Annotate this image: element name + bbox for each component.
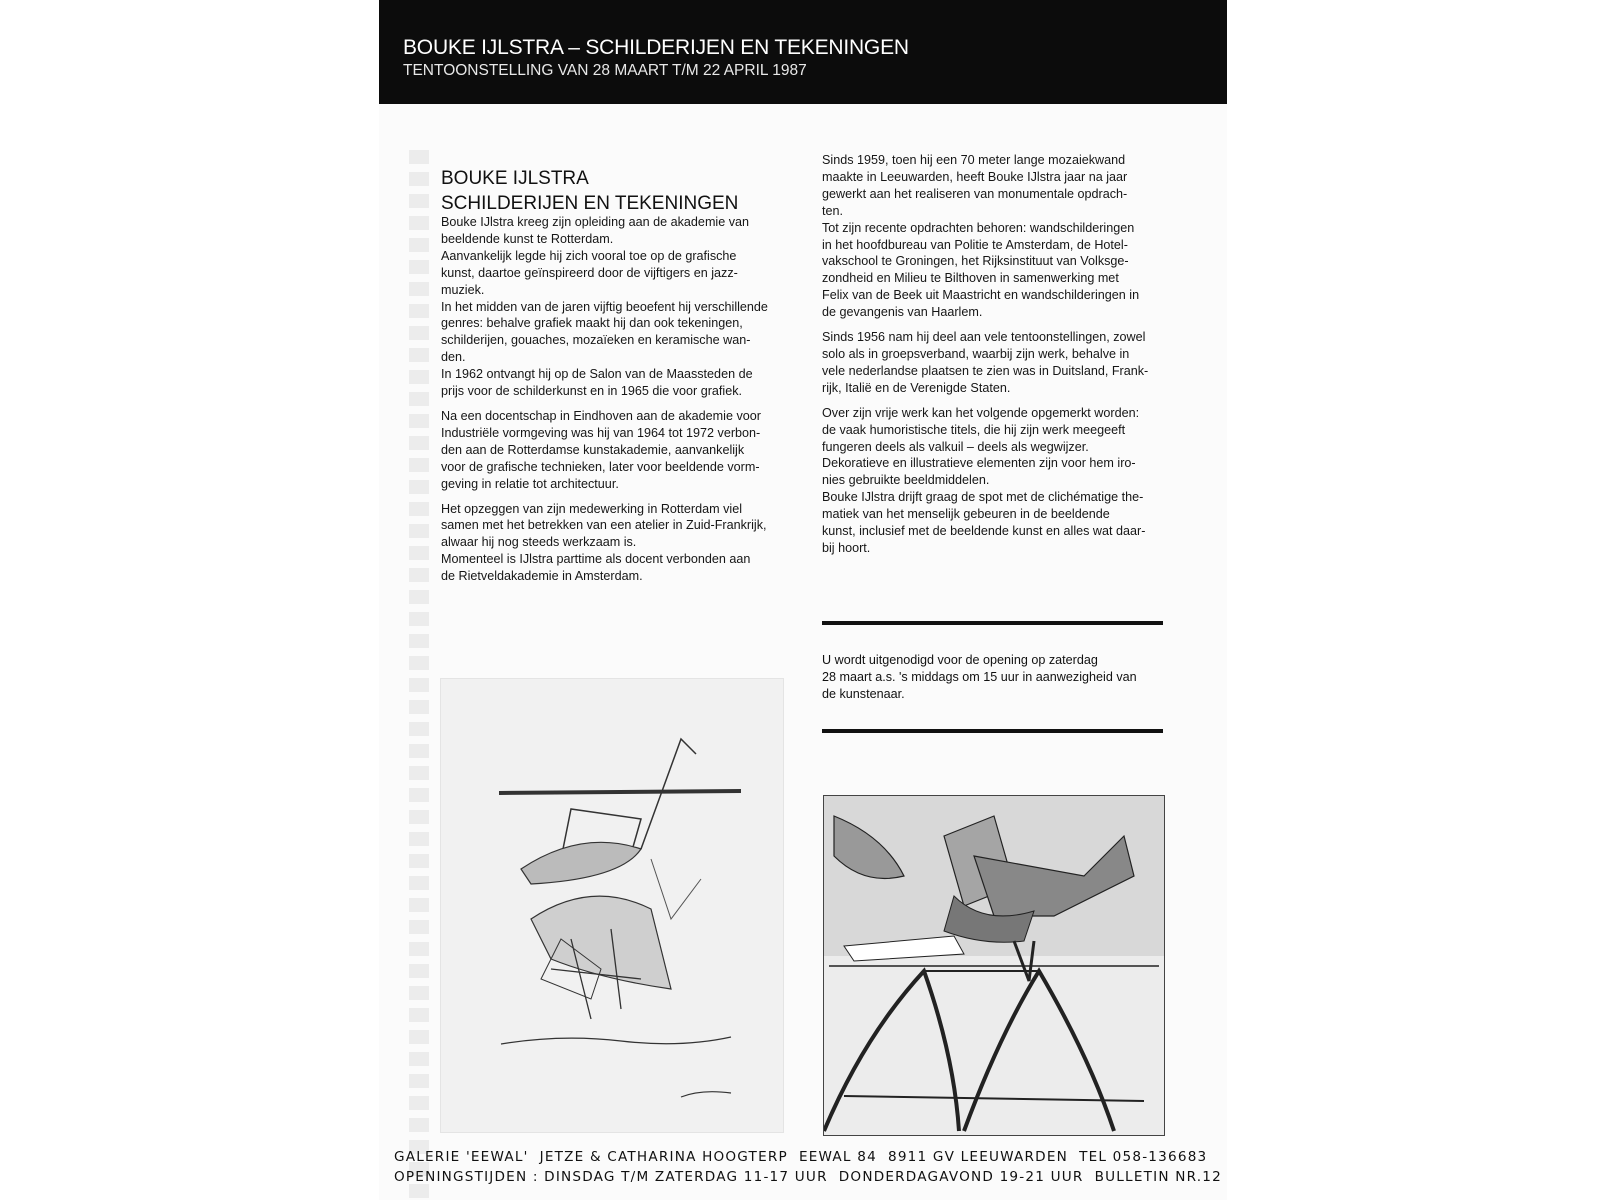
footer-line-hours bbox=[394, 1169, 1222, 1185]
text-line: Sinds 1959, toen hij een 70 meter lange mozaiekwand bbox=[822, 153, 1126, 167]
text-line: Bouke IJlstra kreeg zijn opleiding aan de akademie van bbox=[441, 215, 750, 229]
text-line: matiek van het menselijk gebeuren in de beeldende bbox=[822, 507, 1110, 522]
footer-line-contact bbox=[394, 1149, 1214, 1165]
divider-rule-top bbox=[822, 621, 1163, 625]
text-line: prijs voor de schilderkunst en in 1965 die voor grafiek. bbox=[441, 384, 743, 399]
text-line: 28 maart a.s. 's middags om 15 uur in aanwezigheid van bbox=[822, 669, 1137, 684]
text-line: solo als in groepsverband, waarbij zijn werk, behalve in bbox=[822, 346, 1130, 361]
text-line: kunst, inclusief met de beeldende kunst en alles wat daar- bbox=[822, 524, 1146, 539]
text-line: vakschool te Groningen, het Rijksinstituut van Volksge- bbox=[822, 254, 1129, 269]
text-line: schilderijen, gouaches, mozaïeken en keramische wan- bbox=[441, 333, 751, 348]
text-line: rijk, Italië en de Verenigde Staten. bbox=[822, 380, 1011, 395]
text-line: beeldende kunst te Rotterdam. bbox=[441, 231, 614, 246]
text-line: vele nederlandse plaatsen te zien was in Duitsland, Frank- bbox=[822, 363, 1149, 378]
left-column bbox=[441, 214, 789, 593]
text-line: Momenteel is IJlstra parttime als docent verbonden aan bbox=[441, 552, 751, 567]
text-line: zondheid en Milieu te Bilthoven in samenwerking met bbox=[822, 271, 1119, 286]
text-line: Sinds 1956 nam hij deel aan vele tentoonstellingen, zowel bbox=[822, 330, 1146, 345]
bulletin-sheet bbox=[379, 0, 1227, 1200]
sketch-icon bbox=[441, 679, 783, 1132]
text-line: de Rietveldakademie in Amsterdam. bbox=[441, 569, 643, 584]
text-line: Bouke IJlstra drijft graag de spot met de clichématige the- bbox=[822, 490, 1144, 505]
gallery-owners: JETZE & CATHARINA HOOGTERP bbox=[539, 1149, 788, 1165]
text-line: de gevangenis van Haarlem. bbox=[822, 305, 983, 320]
divider-rule-bottom bbox=[822, 729, 1163, 733]
text-line: Dekoratieve en illustratieve elementen zijn voor hem iro- bbox=[822, 456, 1136, 471]
text-line: gewerkt aan het realiseren van monumentale opdrach- bbox=[822, 186, 1128, 201]
gallery-street: EEWAL 84 bbox=[798, 1149, 877, 1165]
text-line: Na een docentschap in Eindhoven aan de akademie voor bbox=[441, 408, 761, 423]
drawing-artwork-right bbox=[823, 795, 1165, 1136]
text-line: Felix van de Beek uit Maastricht en wandschilderingen in bbox=[822, 288, 1140, 303]
text-line: alwaar hij nog steeds werkzaam is. bbox=[441, 535, 637, 550]
text-line: Aanvankelijk legde hij zich vooral toe op de grafische bbox=[441, 248, 737, 263]
paragraph bbox=[441, 214, 789, 400]
heading-line: SCHILDERIJEN EN TEKENINGEN bbox=[441, 192, 739, 214]
text-line: de kunstenaar. bbox=[822, 686, 905, 701]
paragraph bbox=[822, 152, 1170, 321]
ghost-watermark bbox=[409, 150, 429, 1200]
article-heading bbox=[441, 166, 738, 216]
text-line: muziek. bbox=[441, 282, 485, 297]
text-line: Het opzeggen van zijn medewerking in Rotterdam viel bbox=[441, 501, 743, 516]
invitation-text bbox=[822, 652, 1167, 703]
right-column bbox=[822, 152, 1170, 565]
text-line: de vaak humoristische titels, die hij zijn werk meegeeft bbox=[822, 422, 1126, 437]
header-banner bbox=[379, 0, 1227, 104]
text-line: in het hoofdbureau van Politie te Amsterdam, de Hotel- bbox=[822, 237, 1128, 252]
thursday-evening-hours: DONDERDAGAVOND 19-21 UUR bbox=[838, 1169, 1084, 1185]
gallery-phone: TEL 058-136683 bbox=[1079, 1149, 1208, 1165]
heading-line: BOUKE IJLSTRA bbox=[441, 167, 589, 189]
banner-subtitle: TENTOONSTELLING VAN 28 MAART T/M 22 APRIL 1987 bbox=[403, 62, 807, 79]
opening-hours: OPENINGSTIJDEN : DINSDAG T/M ZATERDAG 11-17 UUR bbox=[394, 1169, 828, 1185]
text-line: Industriële vormgeving was hij van 1964 tot 1972 verbon- bbox=[441, 425, 761, 440]
text-line: geving in relatie tot architectuur. bbox=[441, 476, 619, 491]
text-line: Tot zijn recente opdrachten behoren: wandschilderingen bbox=[822, 220, 1135, 235]
paragraph bbox=[441, 501, 789, 586]
paragraph bbox=[441, 408, 789, 493]
gallery-postcode-city: 8911 GV LEEUWARDEN bbox=[887, 1149, 1069, 1165]
text-line: kunst, daartoe geïnspireerd door de vijftigers en jazz- bbox=[441, 265, 738, 280]
text-line: ten. bbox=[822, 203, 844, 218]
text-line: den. bbox=[441, 350, 466, 365]
banner-title: BOUKE IJLSTRA – SCHILDERIJEN EN TEKENINGEN bbox=[403, 36, 909, 59]
text-line: bij hoort. bbox=[822, 540, 871, 555]
text-line: den aan de Rotterdamse kunstakademie, aanvankelijk bbox=[441, 442, 745, 457]
sketch-icon bbox=[824, 796, 1164, 1135]
drawing-artwork-left bbox=[440, 678, 784, 1133]
text-line: nies gebruikte beeldmiddelen. bbox=[822, 473, 990, 488]
text-line: In het midden van de jaren vijftig beoefent hij verschillende bbox=[441, 299, 768, 314]
text-line: samen met het betrekken van een atelier in Zuid-Frankrijk, bbox=[441, 518, 767, 533]
paragraph bbox=[822, 405, 1170, 557]
text-line: In 1962 ontvangt hij op de Salon van de Maassteden de bbox=[441, 367, 753, 382]
text-line: maakte in Leeuwarden, heeft Bouke IJlstra jaar na jaar bbox=[822, 169, 1128, 184]
gallery-name: GALERIE 'EEWAL' bbox=[394, 1149, 529, 1165]
text-line: U wordt uitgenodigd voor de opening op zaterdag bbox=[822, 653, 1098, 667]
text-line: genres: behalve grafiek maakt hij dan ook tekeningen, bbox=[441, 316, 743, 331]
text-line: fungeren deels als valkuil – deels als wegwijzer. bbox=[822, 439, 1089, 454]
text-line: voor de grafische technieken, later voor beeldende vorm- bbox=[441, 459, 760, 474]
bulletin-number: BULLETIN NR.12 bbox=[1094, 1169, 1222, 1185]
text-line: Over zijn vrije werk kan het volgende opgemerkt worden: bbox=[822, 405, 1140, 420]
paragraph bbox=[822, 329, 1170, 397]
